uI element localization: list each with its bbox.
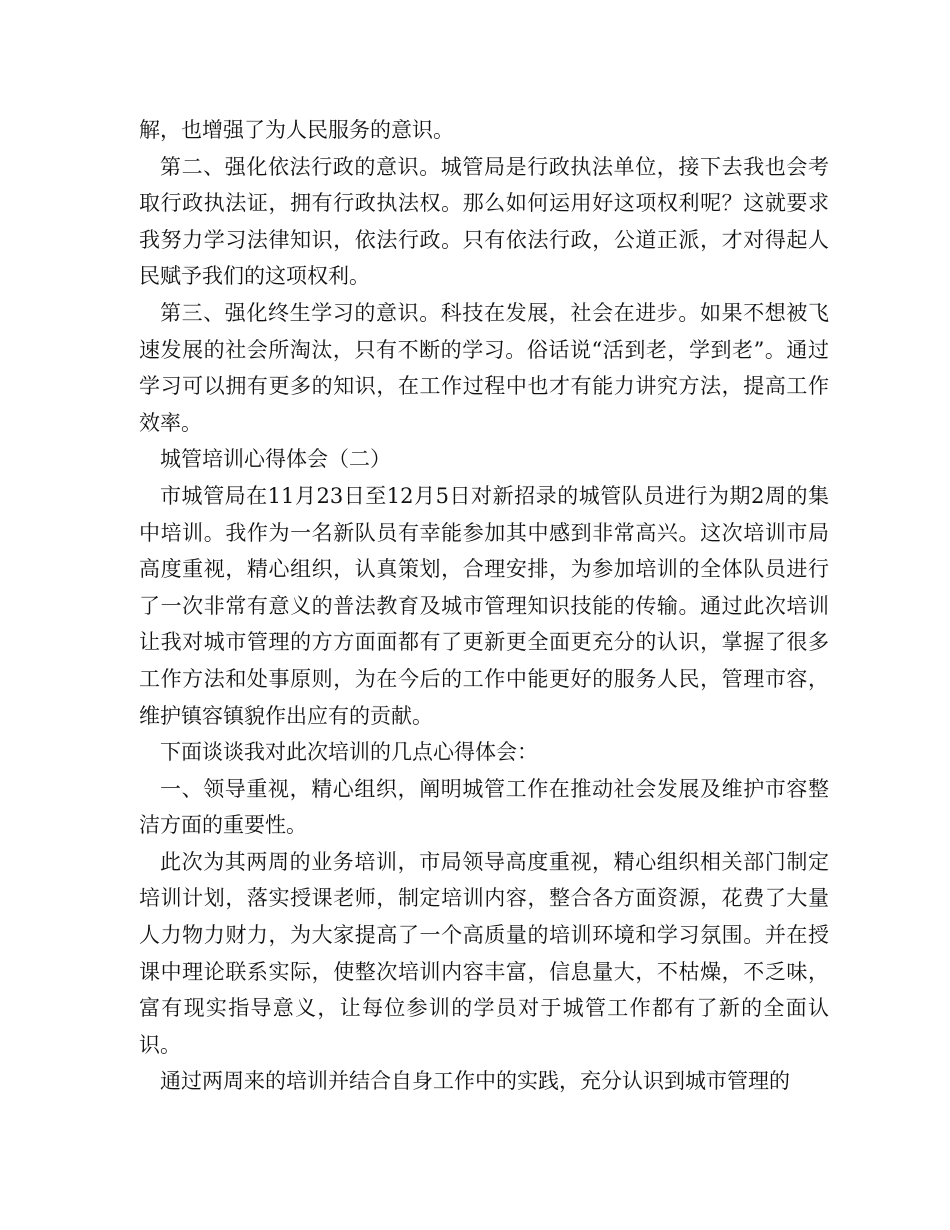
paragraph-lead-in: 下面谈谈我对此次培训的几点心得体会： bbox=[160, 740, 538, 765]
paragraph-second-point: 第二、强化依法行政的意识。城管局是行政执法单位，接下去我也会考取行政执法证，拥有行政执法权。那么如何运用好这项权利呢？这就要求我努力学习法律知识，依法行政。只有依法行政，公道正派，才对得起人民赋予我们的这项权利。 bbox=[139, 154, 829, 289]
section-heading: 城管培训心得体会（二） bbox=[160, 447, 391, 472]
paragraph-training-detail: 此次为其两周的业务培训，市局领导高度重视，精心组织相关部门制定培训计划，落实授课老师，制定培训内容，整合各方面资源，花费了大量人力物力财力，为大家提高了一个高质量的培训环境和学习氛围。并在授课中理论联系实际，使整次培训内容丰富，信息量大，不枯燥，不乏味，富有现实指导意义，让每位参训的学员对于城管工作都有了新的全面认识。 bbox=[139, 849, 829, 1057]
paragraph-third-point: 第三、强化终生学习的意识。科技在发展，社会在进步。如果不想被飞速发展的社会所淘汰，只有不断的学习。俗话说“活到老，学到老”。通过学习可以拥有更多的知识，在工作过程中也才有能力讲究方法，提高工作效率。 bbox=[139, 300, 829, 435]
document-body bbox=[139, 112, 829, 1100]
paragraph-intro: 市城管局在11月23日至12月5日对新招录的城管队员进行为期2周的集中培训。我作为一名新队员有幸能参加其中感到非常高兴。这次培训市局高度重视，精心组织，认真策划，合理安排，为参加培训的全体队员进行了一次非常有意义的普法教育及城市管理知识技能的传输。通过此次培训让我对城市管理的方方面面都有了更新更全面更充分的认识，掌握了很多工作方法和处事原则，为在今后的工作中能更好的服务人民，管理市容，维护镇容镇貌作出应有的贡献。 bbox=[139, 483, 829, 728]
paragraph-point-one: 一、领导重视，精心组织，阐明城管工作在推动社会发展及维护市容整洁方面的重要性。 bbox=[139, 776, 829, 838]
paragraph-closing-fragment: 通过两周来的培训并结合自身工作中的实践，充分认识到城市管理的 bbox=[160, 1069, 790, 1094]
paragraph-continuation: 解，也增强了为人民服务的意识。 bbox=[139, 118, 454, 142]
